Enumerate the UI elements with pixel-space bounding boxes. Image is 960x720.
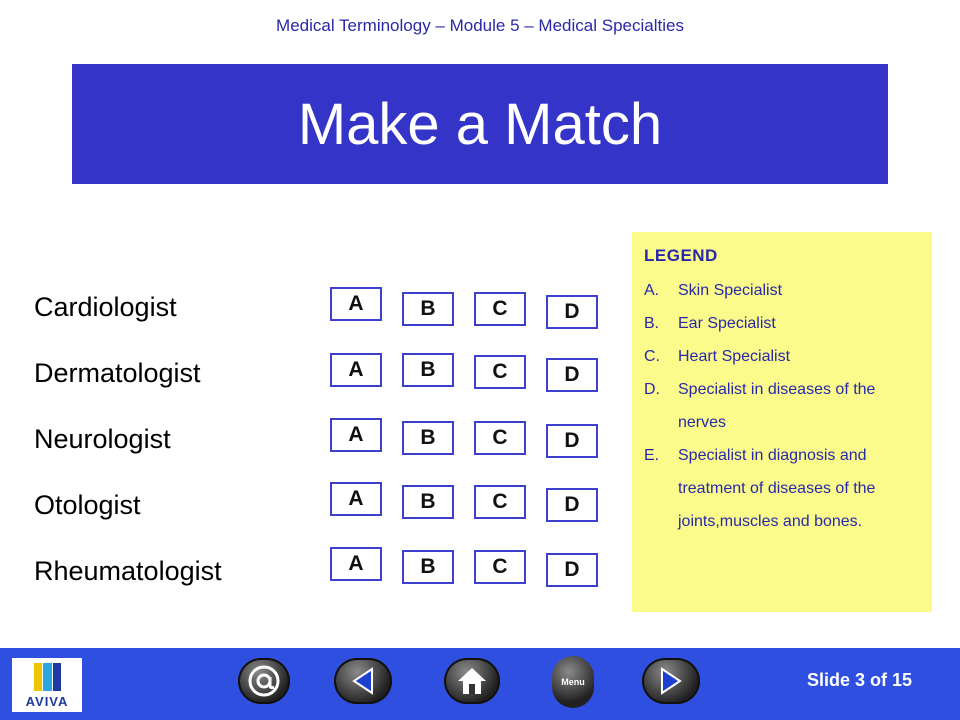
legend-item xyxy=(644,373,918,439)
legend-item xyxy=(644,274,918,307)
term-cardiologist: Cardiologist xyxy=(34,292,177,322)
option-a-button[interactable]: A xyxy=(330,418,382,452)
forward-arrow-icon xyxy=(656,666,686,696)
legend-letter: D. xyxy=(644,381,660,398)
back-arrow-icon xyxy=(348,666,378,696)
term-rheumatologist: Rheumatologist xyxy=(34,556,222,586)
option-a-button[interactable]: A xyxy=(330,547,382,581)
option-d-button[interactable]: D xyxy=(546,295,598,329)
option-c-button[interactable]: C xyxy=(474,292,526,326)
email-icon xyxy=(247,664,281,698)
menu-button[interactable] xyxy=(552,656,594,708)
home-button[interactable] xyxy=(444,658,500,704)
legend-item xyxy=(644,439,918,538)
aviva-logo xyxy=(12,658,82,712)
term-neurologist: Neurologist xyxy=(34,424,171,454)
title-banner xyxy=(72,64,888,184)
option-b-button[interactable]: B xyxy=(402,292,454,326)
term-dermatologist: Dermatologist xyxy=(34,358,201,388)
option-b-button[interactable]: B xyxy=(402,421,454,455)
legend-text: Specialist in diseases of the nerves xyxy=(678,381,876,431)
legend-text: Heart Specialist xyxy=(678,348,791,365)
option-c-button[interactable]: C xyxy=(474,550,526,584)
option-a-button[interactable]: A xyxy=(330,353,382,387)
term-otologist: Otologist xyxy=(34,490,141,520)
legend-letter: C. xyxy=(644,348,660,365)
option-d-button[interactable]: D xyxy=(546,358,598,392)
logo-text: AVIVA xyxy=(25,694,69,709)
legend-item xyxy=(644,307,918,340)
forward-button[interactable] xyxy=(642,658,700,704)
option-c-button[interactable]: C xyxy=(474,421,526,455)
back-button[interactable] xyxy=(334,658,392,704)
legend-panel xyxy=(632,232,932,612)
legend-text: Ear Specialist xyxy=(678,315,776,332)
option-b-button[interactable]: B xyxy=(402,353,454,387)
option-a-button[interactable]: A xyxy=(330,287,382,321)
option-d-button[interactable]: D xyxy=(546,553,598,587)
home-icon xyxy=(455,665,489,697)
option-c-button[interactable]: C xyxy=(474,485,526,519)
legend-letter: B. xyxy=(644,315,660,332)
legend-text: Skin Specialist xyxy=(678,282,783,299)
option-d-button[interactable]: D xyxy=(546,488,598,522)
legend-letter: E. xyxy=(644,447,660,464)
option-a-button[interactable]: A xyxy=(330,482,382,516)
slide-title: Make a Match xyxy=(297,91,663,157)
option-b-button[interactable]: B xyxy=(402,550,454,584)
legend-letter: A. xyxy=(644,282,660,299)
option-c-button[interactable]: C xyxy=(474,355,526,389)
option-d-button[interactable]: D xyxy=(546,424,598,458)
logo-mark-icon xyxy=(34,663,62,691)
email-button[interactable] xyxy=(238,658,290,704)
menu-label: Menu xyxy=(561,677,585,687)
legend-item xyxy=(644,340,918,373)
slide-indicator: Slide 3 of 15 xyxy=(806,670,912,690)
legend-title: LEGEND xyxy=(644,246,718,265)
legend-text: Specialist in diagnosis and treatment of diseases of the joints,muscles and bones. xyxy=(678,447,876,530)
course-title: Medical Terminology – Module 5 – Medical Specialties xyxy=(276,16,684,35)
option-b-button[interactable]: B xyxy=(402,485,454,519)
footer-bar xyxy=(0,648,960,720)
